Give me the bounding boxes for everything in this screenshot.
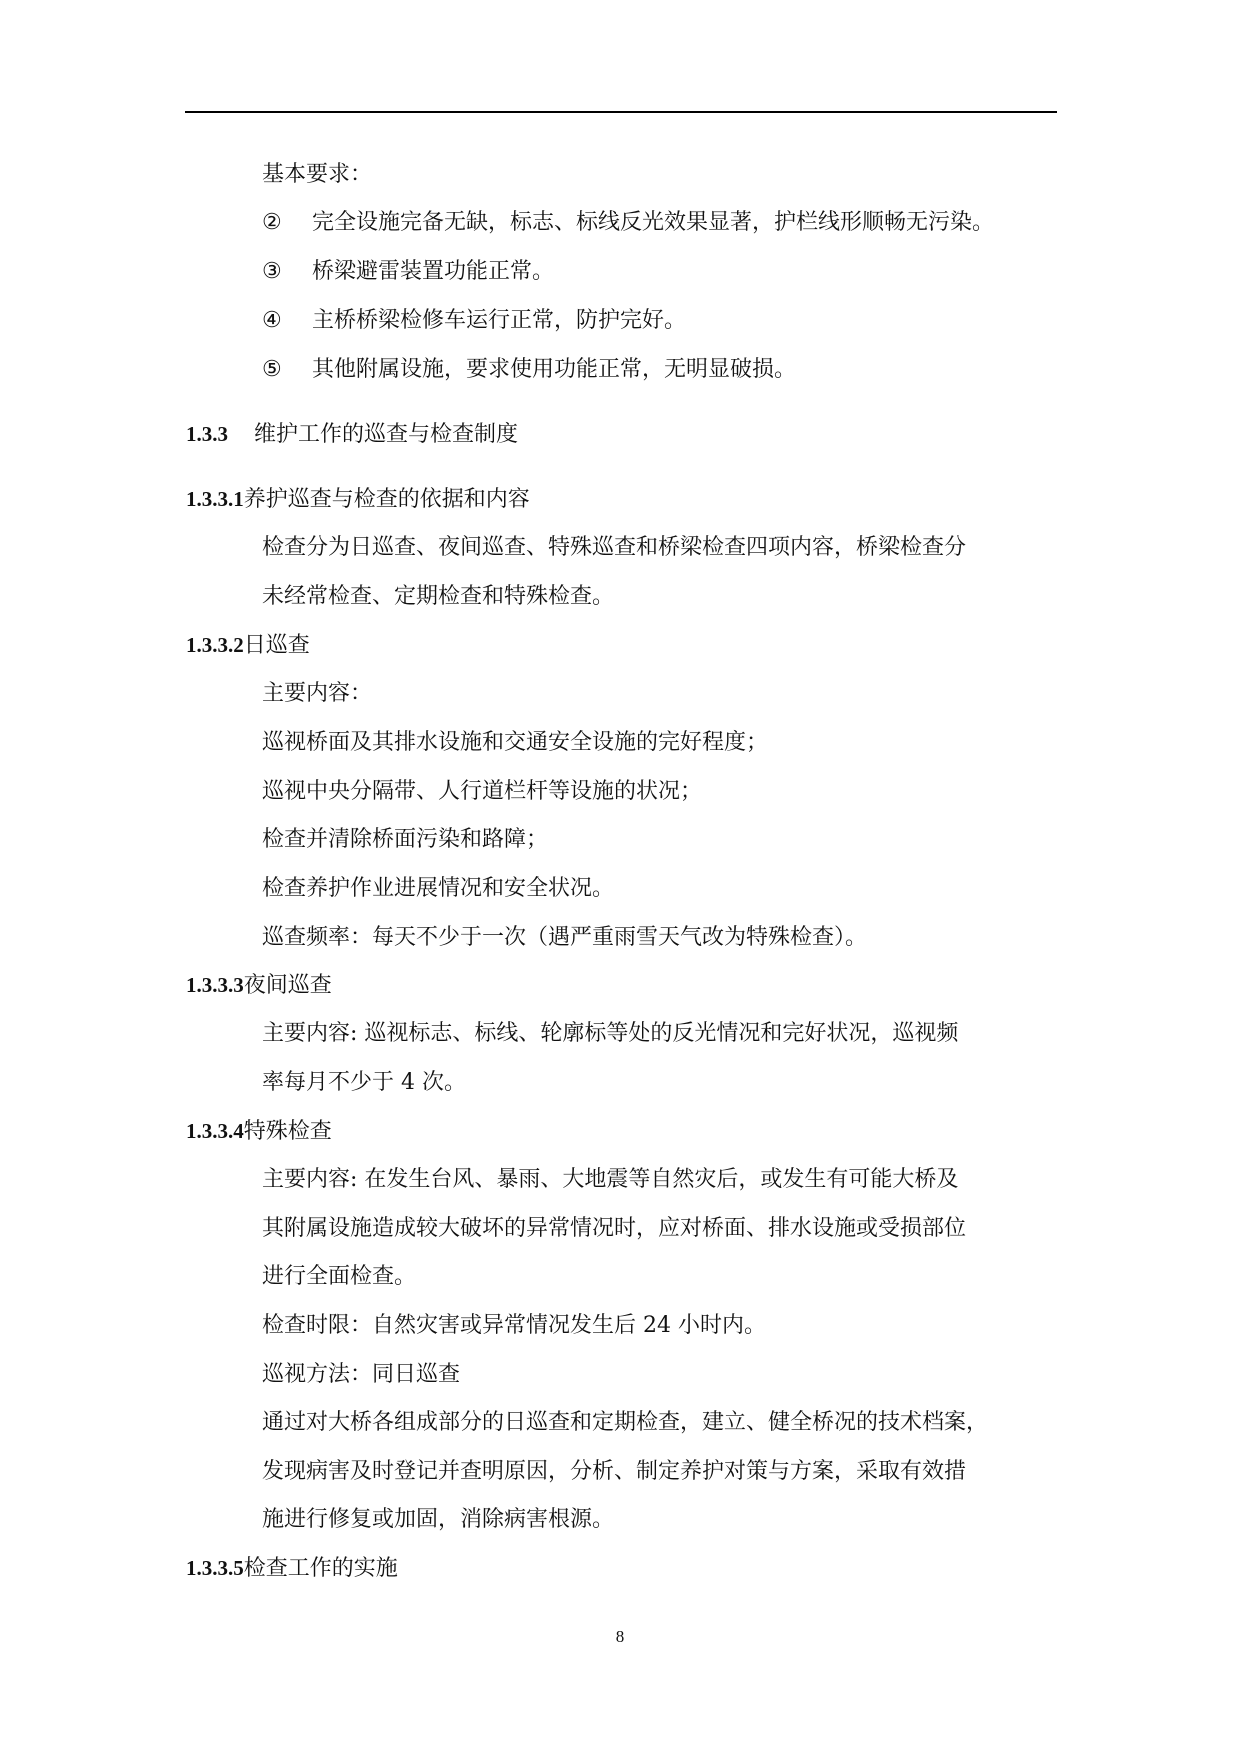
section-heading-1-3-3-1 xyxy=(186,484,530,515)
paragraph-line: 未经常检查、定期检查和特殊检查。 xyxy=(262,584,615,609)
paragraph-line: 检查并清除桥面污染和路障； xyxy=(262,827,549,852)
paragraph-line: 巡视中央分隔带、人行道栏杆等设施的状况； xyxy=(262,779,703,804)
paragraph-line: 主要内容： xyxy=(262,681,373,706)
section-title: 特殊检查 xyxy=(243,1119,332,1144)
list-item-text: 桥梁避雷装置功能正常。 xyxy=(312,259,555,284)
section-number: 1.3.3.3 xyxy=(186,973,244,997)
paragraph-line: 检查时限：自然灾害或异常情况发生后 24 小时内。 xyxy=(262,1313,766,1338)
paragraph-line: 巡查频率：每天不少于一次（遇严重雨雪天气改为特殊检查）。 xyxy=(262,925,868,950)
paragraph-line: 主要内容: 巡视标志、标线、轮廓标等处的反光情况和完好状况，巡视频 xyxy=(262,1021,959,1046)
section-title: 日巡查 xyxy=(243,633,310,658)
paragraph-line: 通过对大桥各组成部分的日巡查和定期检查，建立、健全桥况的技术档案， xyxy=(262,1410,989,1435)
section-heading-1-3-3-2 xyxy=(186,630,310,661)
paragraph-line: 施进行修复或加固，消除病害根源。 xyxy=(262,1507,615,1532)
section-title: 夜间巡查 xyxy=(243,973,332,998)
list-marker: ④ xyxy=(262,308,282,333)
list-item xyxy=(262,306,686,336)
list-marker: ② xyxy=(262,210,282,235)
paragraph-line: 其附属设施造成较大破坏的异常情况时，应对桥面、排水设施或受损部位 xyxy=(262,1216,967,1241)
list-marker: ⑤ xyxy=(262,357,282,382)
paragraph-line: 巡视方法：同日巡查 xyxy=(262,1362,461,1387)
paragraph-line: 巡视桥面及其排水设施和交通安全设施的完好程度； xyxy=(262,730,769,755)
list-item-text: 其他附属设施，要求使用功能正常，无明显破损。 xyxy=(312,357,797,382)
paragraph-line: 发现病害及时登记并查明原因，分析、制定养护对策与方案，采取有效措 xyxy=(262,1459,967,1484)
paragraph-line: 进行全面检查。 xyxy=(262,1264,417,1289)
paragraph-line: 检查分为日巡查、夜间巡查、特殊巡查和桥梁检查四项内容，桥梁检查分 xyxy=(262,535,967,560)
list-item xyxy=(262,257,554,287)
list-item-text: 完全设施完备无缺，标志、标线反光效果显著，护栏线形顺畅无污染。 xyxy=(312,210,995,235)
header-rule xyxy=(185,111,1057,113)
paragraph-line: 主要内容: 在发生台风、暴雨、大地震等自然灾后，或发生有可能大桥及 xyxy=(262,1167,959,1192)
basic-requirements-title: 基本要求： xyxy=(262,162,373,187)
section-number: 1.3.3.5 xyxy=(186,1556,244,1580)
section-title: 检查工作的实施 xyxy=(243,1556,398,1581)
list-item xyxy=(262,355,796,385)
paragraph-line: 率每月不少于 4 次。 xyxy=(262,1070,466,1095)
page-number: 8 xyxy=(615,1627,625,1646)
section-number: 1.3.3.2 xyxy=(186,633,244,657)
list-item-text: 主桥桥梁检修车运行正常，防护完好。 xyxy=(312,308,687,333)
section-title: 维护工作的巡查与检查制度 xyxy=(254,422,519,447)
section-title: 养护巡查与检查的依据和内容 xyxy=(243,487,530,512)
section-number: 1.3.3 xyxy=(186,422,228,446)
section-heading-1-3-3-5 xyxy=(186,1553,398,1584)
section-number: 1.3.3.4 xyxy=(186,1119,244,1143)
section-heading-1-3-3-3 xyxy=(186,970,332,1001)
list-marker: ③ xyxy=(262,259,282,284)
section-number: 1.3.3.1 xyxy=(186,487,244,511)
paragraph-line: 检查养护作业进展情况和安全状况。 xyxy=(262,876,615,901)
section-heading-1-3-3-4 xyxy=(186,1116,332,1147)
section-heading-1-3-3 xyxy=(186,419,518,450)
list-item xyxy=(262,208,994,238)
